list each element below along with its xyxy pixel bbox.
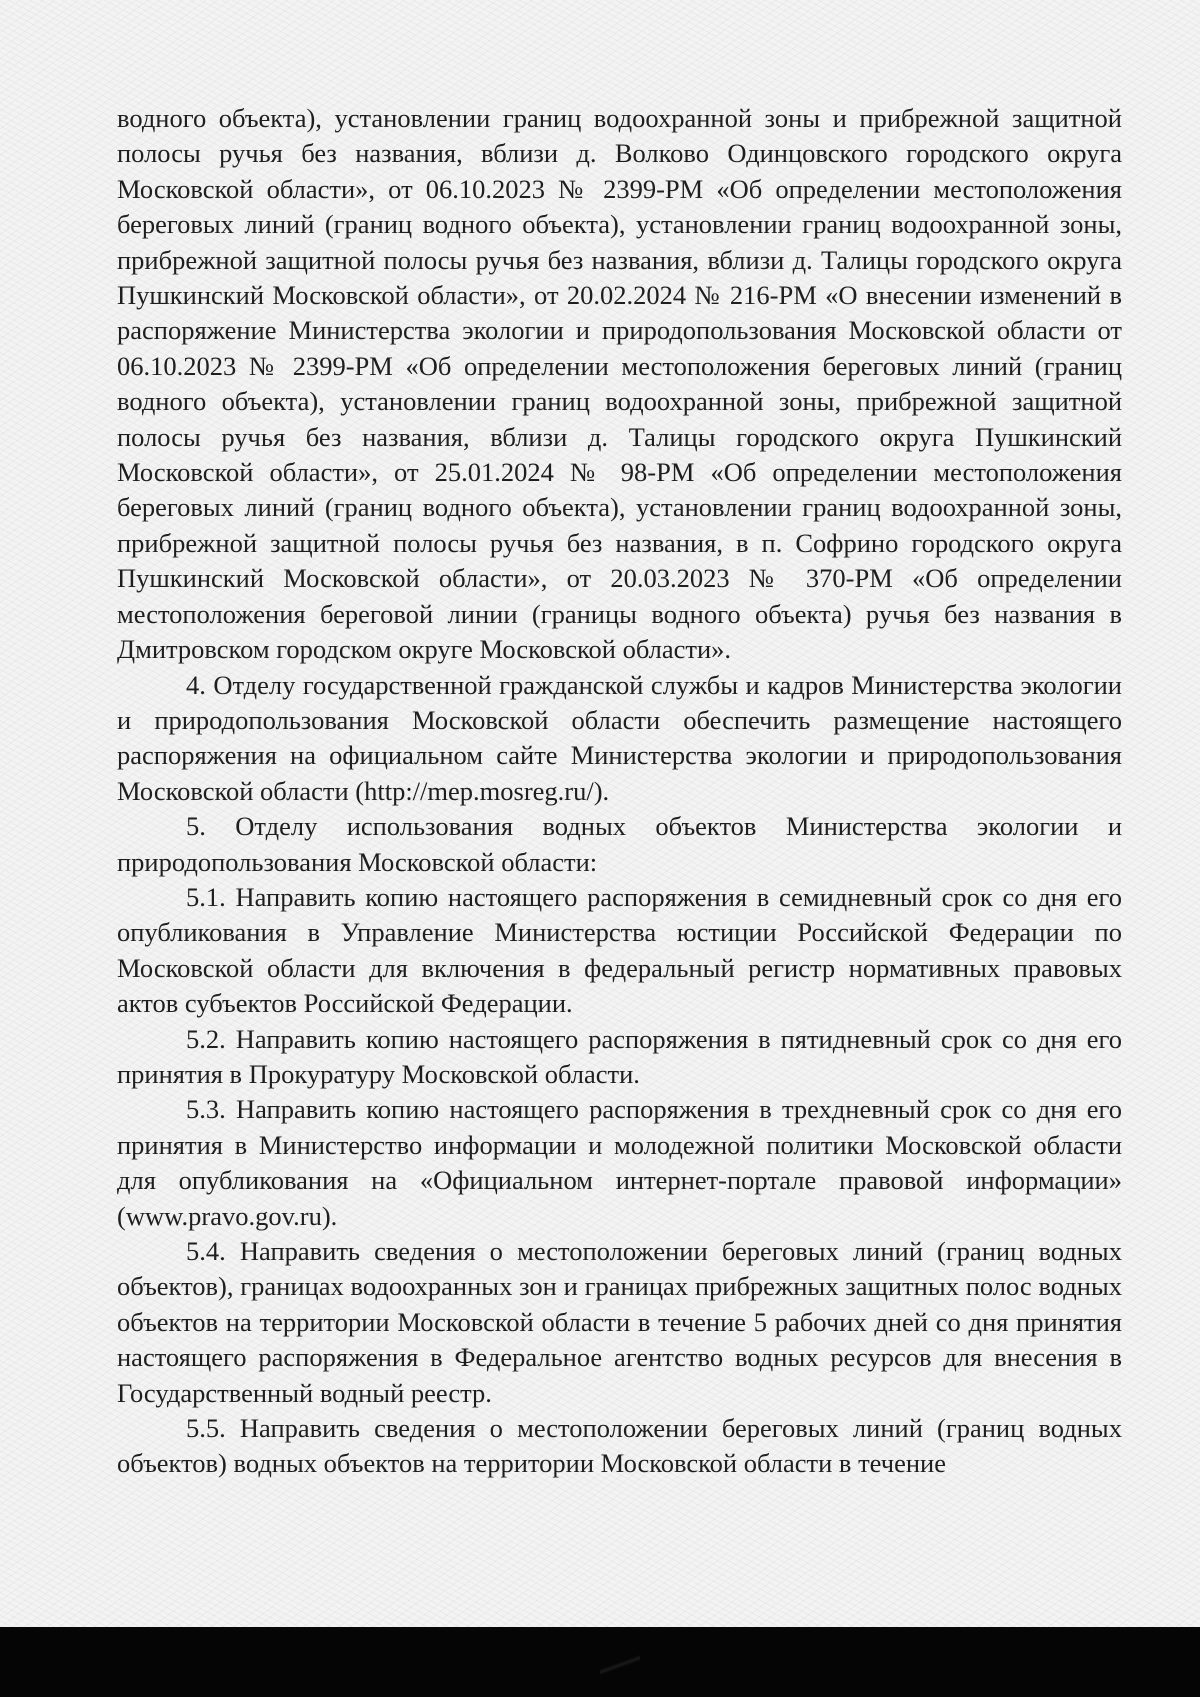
paragraph-item-5-5: 5.5. Направить сведения о местоположении береговых линий (границ водных объектов) водных объектов на территории Московской области в течение xyxy=(117,1413,1122,1479)
paragraph-item-4: 4. Отделу государственной гражданской службы и кадров Министерства экологии и природопользования Московской области обеспечить размещение настоящего распоряжения на официальном сайте Министерства экологии и природопользования Московской области (http://mep.mosreg.ru/). xyxy=(117,669,1122,806)
document-body xyxy=(117,101,1122,1482)
paragraph-item-5: 5. Отделу использования водных объектов Министерства экологии и природопользования Московской области: xyxy=(117,811,1122,877)
paragraph-item-5-2: 5.2. Направить копию настоящего распоряжения в пятидневный срок со дня его принятия в Прокуратуру Московской области. xyxy=(117,1023,1122,1089)
scanner-artifact xyxy=(600,1640,640,1690)
paragraph-item-5-4: 5.4. Направить сведения о местоположении береговых линий (границ водных объектов), границах водоохранных зон и границах прибрежных защитных полос водных объектов на территории Московской области в течение 5 рабочих дней со дня принятия настоящего распоряжения в Федеральное агентство водных ресурсов для внесения в Государственный водный реестр. xyxy=(117,1236,1122,1408)
paragraph-item-5-1: 5.1. Направить копию настоящего распоряжения в семидневный срок со дня его опубликования в Управление Министерства юстиции Российской Федерации по Московской области для включения в федеральный регистр нормативных правовых актов субъектов Российской Федерации. xyxy=(117,881,1122,1019)
paragraph-item-5-3: 5.3. Направить копию настоящего распоряжения в трехдневный срок со дня его принятия в Министерство информации и молодежной политики Московской области для опубликования на «Официальном интернет-портале правовой информации» (www.pravo.gov.ru). xyxy=(117,1094,1122,1231)
paragraph-continuation: водного объекта), установлении границ водоохранной зоны и прибрежной защитной полосы ручья без названия, вблизи д. Волково Одинцовского городского округа Московской области», от 06.10.2023 № 2399-РМ «Об определении местоположения береговых линий (границ водного объекта), установлении границ водоохранной зоны, прибрежной защитной полосы ручья без названия, вблизи д. Талицы городского округа Пушкинский Московской области», от 20.02.2024 № 216-РМ «О внесении изменений в распоряжение Министерства экологии и природопользования Московской области от 06.10.2023 № 2399-РМ «Об определении местоположения береговых линий (границ водного объекта), установлении границ водоохранной зоны, прибрежной защитной полосы ручья без названия, вблизи д. Талицы городского округа Пушкинский Московской области», от 25.01.2024 № 98-РМ «Об определении местоположения береговых линий (границ водного объекта), установлении границ водоохранной зоны, прибрежной защитной полосы ручья без названия, в п. Софрино городского округа Пушкинский Московской области», от 20.03.2023 № 370-РМ «Об определении местоположения береговой линии (границы водного объекта) ручья без названия в Дмитровском городском округе Московской области». xyxy=(117,103,1122,665)
